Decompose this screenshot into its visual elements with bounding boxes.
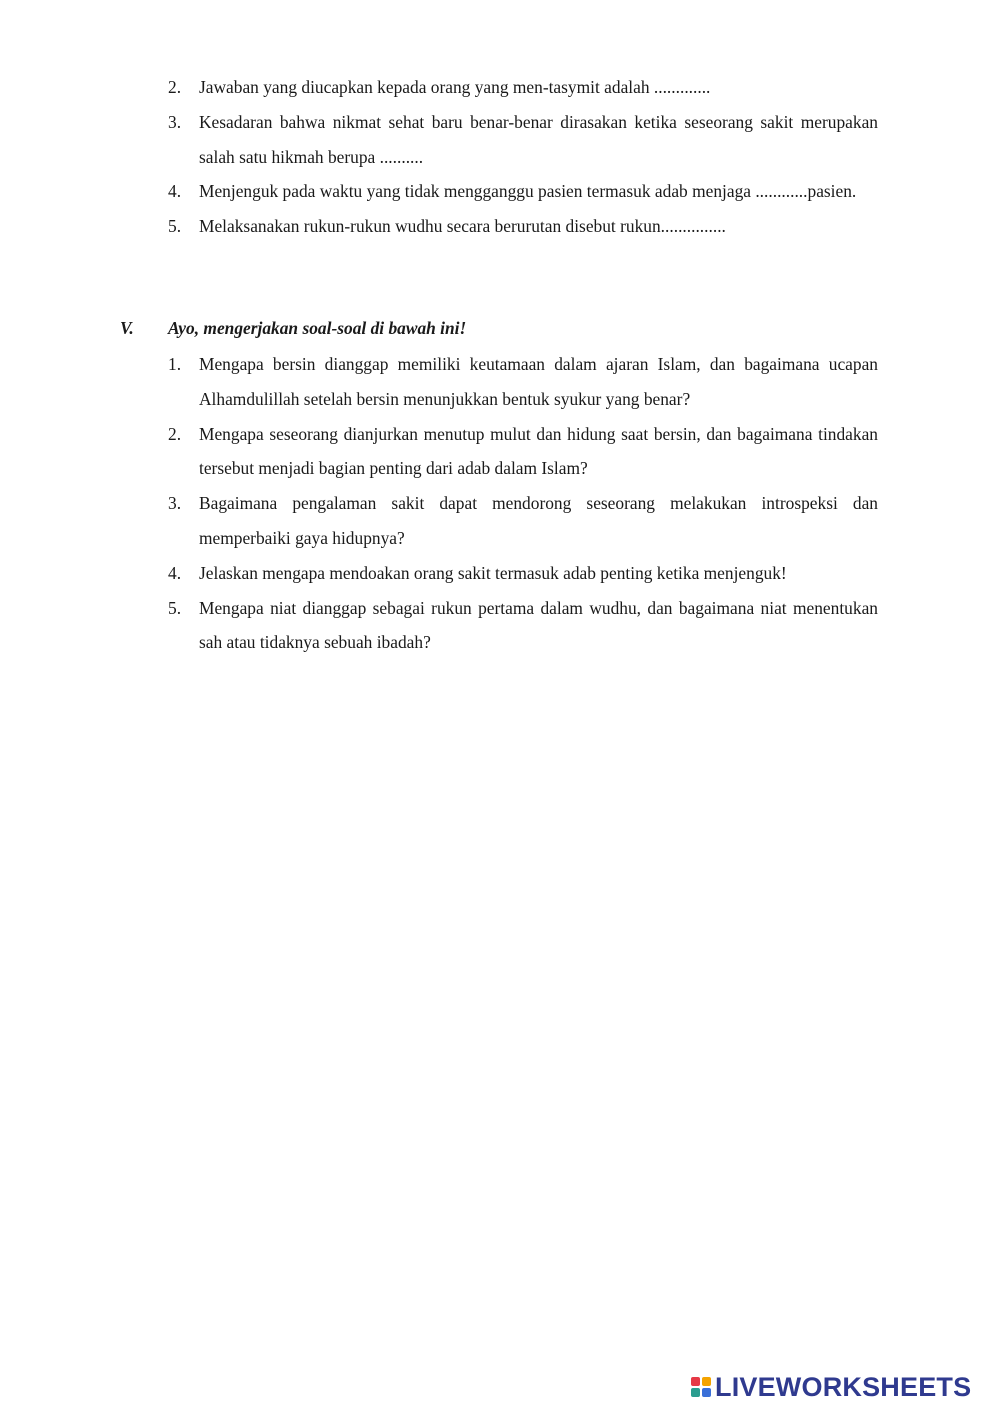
logo-block (691, 1388, 700, 1397)
fill-in-list-continued (168, 70, 878, 244)
logo-blocks-icon (691, 1377, 711, 1397)
item-number: 2. (168, 423, 182, 444)
item-text: Mengapa seseorang dianjurkan menutup mulut dan hidung saat bersin, dan bagaimana tindakan tersebut menjadi bagian penting dari adab dalam Islam? (199, 423, 878, 479)
list-item (168, 591, 878, 661)
list-item (168, 347, 878, 417)
item-text: Jelaskan mengapa mendoakan orang sakit termasuk adab penting ketika menjenguk! (199, 562, 787, 583)
logo-block (702, 1388, 711, 1397)
item-number: 1. (168, 354, 182, 374)
liveworksheets-logo[interactable] (691, 1372, 971, 1402)
item-text: Bagaimana pengalaman sakit dapat mendorong seseorang melakukan introspeksi dan memperbaiki gaya hidupnya? (199, 493, 878, 548)
item-text: Jawaban yang diucapkan kepada orang yang men-tasymit adalah ............. (199, 77, 711, 97)
item-number: 5. (168, 597, 182, 618)
item-text: Melaksanakan rukun-rukun wudhu secara berurutan disebut rukun............... (199, 216, 726, 237)
logo-block (691, 1377, 700, 1386)
section-title: Ayo, mengerjakan soal-soal di bawah ini! (168, 318, 467, 338)
item-number: 2. (168, 77, 182, 97)
list-item (168, 209, 878, 244)
list-item (168, 105, 878, 175)
item-text: Kesadaran bahwa nikmat sehat baru benar-benar dirasakan ketika seseorang sakit merupakan salah satu hikmah berupa .......... (199, 111, 878, 167)
item-number: 5. (168, 216, 182, 237)
list-item (168, 417, 878, 487)
item-number: 4. (168, 181, 182, 202)
logo-block (702, 1377, 711, 1386)
item-text: Mengapa niat dianggap sebagai rukun pertama dalam wudhu, dan bagaimana niat menentukan sah atau tidaknya sebuah ibadah? (199, 597, 878, 653)
logo-text: LIVEWORKSHEETS (715, 1371, 972, 1402)
essay-question-list (168, 347, 878, 660)
list-item (168, 70, 878, 105)
item-number: 3. (168, 111, 182, 132)
list-item (168, 486, 878, 556)
list-item (168, 556, 878, 591)
item-number: 4. (168, 562, 182, 583)
item-text: Mengapa bersin dianggap memiliki keutamaan dalam ajaran Islam, dan bagaimana ucapan Alhamdulillah setelah bersin menunjukkan bentuk syukur yang benar? (199, 354, 878, 409)
item-text: Menjenguk pada waktu yang tidak mengganggu pasien termasuk adab menjaga ............pasien. (199, 181, 857, 202)
item-number: 3. (168, 493, 182, 514)
section-numeral: V. (120, 318, 134, 338)
list-item (168, 174, 878, 209)
